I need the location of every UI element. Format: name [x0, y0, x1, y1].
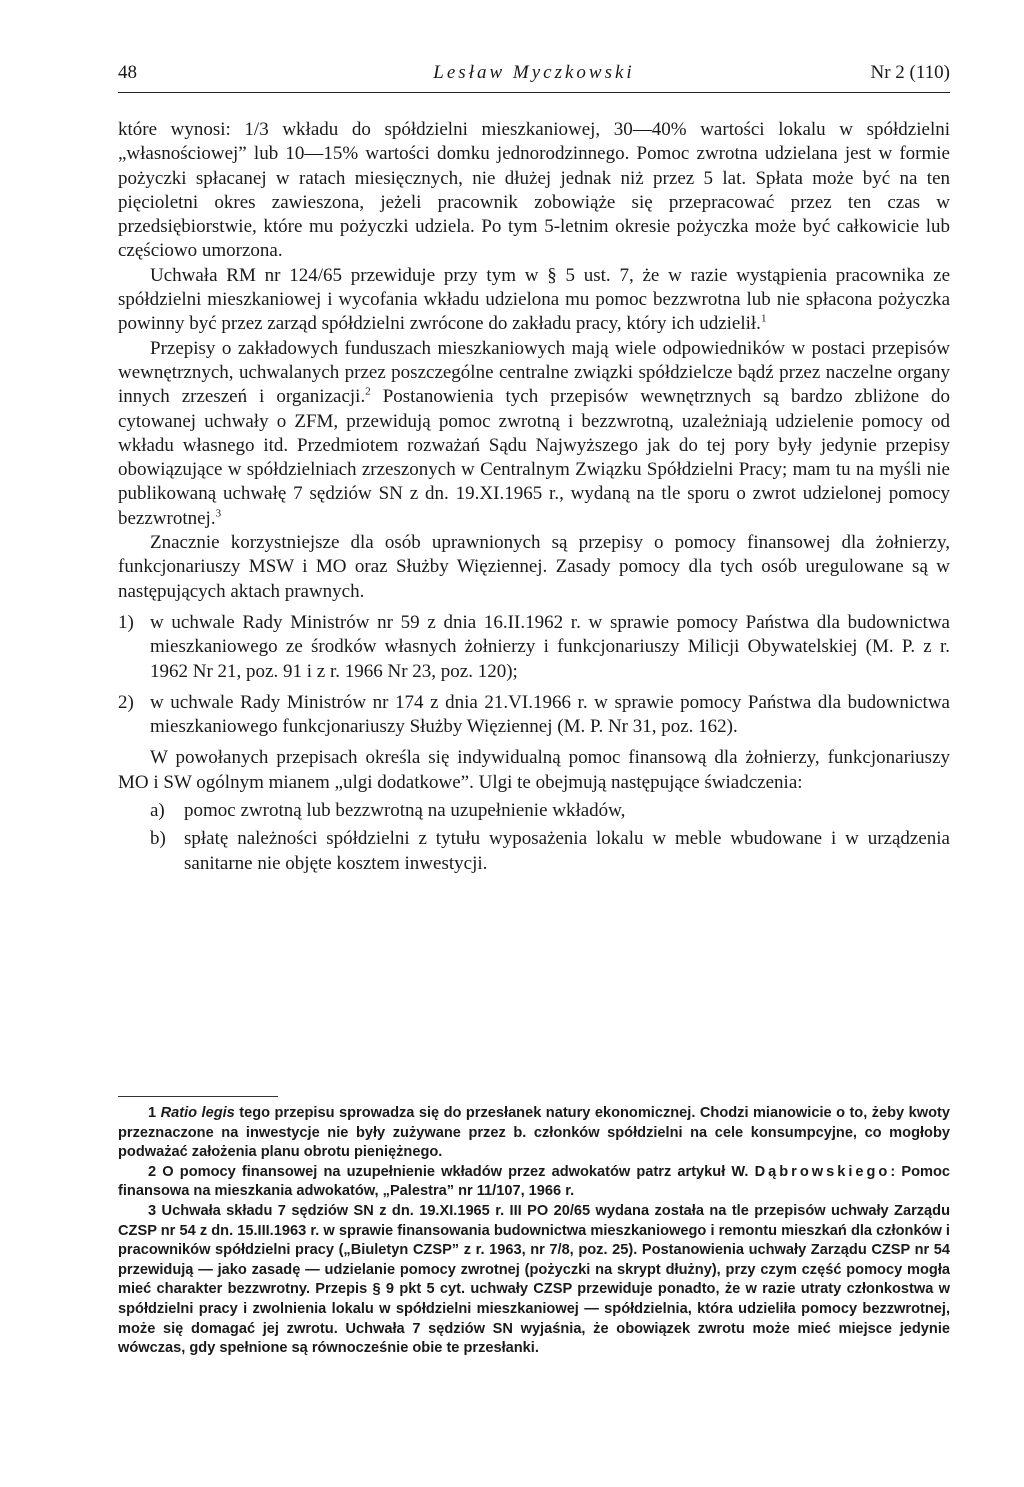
- paragraph-3: [118, 337, 950, 531]
- sublist-item-text: pomoc zwrotną lub bezzwrotną na uzupełnienie wkładów,: [184, 800, 626, 822]
- footnote-ref-1[interactable]: 1: [760, 313, 767, 326]
- footnote-2: [118, 1163, 950, 1202]
- footnote-3: [118, 1202, 950, 1359]
- sublist-item-letter: b): [150, 828, 166, 850]
- footnote-3-number: 3: [148, 1202, 157, 1219]
- footnote-2-text-b: : Pomoc finansowa na mieszkania adwokatów, „Palestra” nr 11/107, 1966 r.: [118, 1163, 950, 1200]
- paragraph-2: [118, 264, 950, 337]
- sublist-item: [118, 827, 950, 876]
- list-item: [118, 691, 950, 740]
- page-number: 48: [118, 62, 137, 83]
- list-item: [118, 611, 950, 684]
- paragraph-5: W powołanych przepisach określa się indywidualną pomoc finansową dla żołnierzy, funkcjonariuszy MO i SW ogólnym mianem „ulgi dodatkowe”. Ulgi te obejmują następujące świadczenia:: [118, 747, 950, 793]
- running-header: [118, 58, 950, 90]
- list-item-text: w uchwale Rady Ministrów nr 174 z dnia 21.VI.1966 r. w sprawie pomocy Państwa dla budownictwa mieszkaniowego funkcjonariuszy Służby Więziennej (M. P. Nr 31, poz. 162).: [150, 691, 950, 738]
- footnote-1-latin: Ratio legis: [160, 1105, 235, 1121]
- footnote-2-author: Dąbrowskiego: [754, 1163, 891, 1180]
- main-text: [118, 118, 950, 876]
- footnote-1-text: tego przepisu sprowadza się do przesłanek natury ekonomicznej. Chodzi mianowicie o to, żeby kwoty przeznaczone na inwestycje nie były zużywane przez b. członków spółdzielni na cele konsumpcyjne, co mogłoby podważać założenia planu obrotu pieniężnego.: [118, 1105, 950, 1161]
- footnotes: [118, 1104, 950, 1359]
- paragraph-3-text-b: Postanowienia tych przepisów wewnętrznych są bardzo zbliżone do cytowanej uchwały o ZFM, przewidują pomoc zwrotną i bezzwrotną, uzależniają udzielenie pomocy od wkładu własnego itd. Przedmiotem rozważań Sądu Najwyższego jak do tej pory były jedynie przepisy obowiązujące w spółdzielniach zrzeszonych w Centralnym Związku Spółdzielni Pracy; mam tu na myśli nie publikowaną uchwałę 7 sędziów SN z dn. 19.XI.1965 r., wydaną na tle sporu o zwrot udzielonej pomocy bezzwrotnej.: [118, 386, 951, 529]
- footnote-2-number: 2: [148, 1163, 157, 1180]
- footnote-ref-2[interactable]: 2: [365, 385, 371, 398]
- list-item-text: w uchwale Rady Ministrów nr 59 z dnia 16.II.1962 r. w sprawie pomocy Państwa dla budownictwa mieszkaniowego ze środków własnych żołnierzy i funkcjonariuszy Milicji Obywatelskiej (M. P. z r. 1962 Nr 21, poz. 91 i z r. 1966 Nr 23, poz. 120);: [150, 611, 950, 682]
- list-item-number: 2): [118, 691, 134, 713]
- paragraph-2-text: Uchwała RM nr 124/65 przewiduje przy tym w § 5 ust. 7, że w razie wystąpienia pracownika ze spółdzielni mieszkaniowej i wycofania wkładu udzielona mu pomoc bezzwrotna lub nie spłacona pożyczka powinny być przez zarząd spółdzielni zwrócone do zakładu pracy, który ich udzielił.: [118, 264, 950, 335]
- paragraph-1: które wynosi: 1/3 wkładu do spółdzielni mieszkaniowej, 30—40% wartości lokalu w spółdzielni „własnościowej” lub 10—15% wartości domku jednorodzinnego. Pomoc zwrotna udzielana jest w formie pożyczki spłacanej w ratach miesięcznych, nie dłużej jednak niż przez 5 lat. Spłata może być na ten pięcioletni okres zawieszona, jeżeli pracownik zobowiąże się przepracować przez ten czas w przedsiębiorstwie, które mu pożyczki udziela. Po tym 5-letnim okresie pożyczka może być całkowicie lub częściowo umorzona.: [118, 119, 950, 262]
- sublist-item-letter: a): [150, 800, 165, 822]
- list-item-number: 1): [118, 611, 134, 633]
- footnote-1-number: 1: [148, 1105, 157, 1121]
- sublist-item-text: spłatę należności spółdzielni z tytułu wyposażenia lokalu w meble wbudowane i w urządzenia sanitarne nie objęte kosztem inwestycji.: [184, 828, 950, 874]
- footnote-ref-3[interactable]: 3: [215, 507, 222, 520]
- footnote-rule: [118, 1096, 278, 1097]
- paragraph-4: Znacznie korzystniejsze dla osób uprawnionych są przepisy o pomocy finansowej dla żołnierzy, funkcjonariuszy MSW i MO oraz Służby Więziennej. Zasady pomocy dla tych osób uregulowane są w następujących aktach prawnych.: [118, 532, 950, 602]
- issue-number: Nr 2 (110): [870, 62, 950, 83]
- running-author: Lesław Myczkowski: [433, 62, 635, 83]
- footnote-2-text-a: O pomocy finansowej na uzupełnienie wkładów przez adwokatów patrz artykuł W.: [156, 1163, 755, 1180]
- sublist-item: [118, 799, 950, 823]
- header-rule: [118, 92, 950, 93]
- paragraph-3-text-a: Przepisy o zakładowych funduszach mieszkaniowych mają wiele odpowiedników w postaci przepisów wewnętrznych, uchwalanych przez poszczególne centralne związki spółdzielcze bądź przez naczelne organy innych zrzeszeń i organizacji.: [118, 337, 950, 408]
- footnote-3-text: Uchwała składu 7 sędziów SN z dn. 19.XI.1965 r. III PO 20/65 wydana została na tle przepisów uchwały Zarządu CZSP nr 54 z dn. 15.III.1963 r. w sprawie finansowania budownictwa mieszkaniowego i remontu mieszkań dla członków i pracowników spółdzielni pracy („Biuletyn CZSP” z r. 1963, nr 7/8, poz. 25). Postanowienia uchwały Zarządu CZSP nr 54 przewidują — jako zasadę — udzielanie pomocy zwrotnej (pożyczki na skrypt dłużny), przy czym część pomocy mogła mieć charakter bezzwrotny. Przepis § 9 pkt 5 cyt. uchwały CZSP przewiduje ponadto, że w razie utraty członkostwa w spółdzielni pracy i zwolnienia lokalu w spółdzielni mieszkaniowej — spółdzielnia, która udzieliła pomocy bezzwrotnej, może się domagać jej zwrotu. Uchwała 7 sędziów SN wyjaśnia, że obowiązek zwrotu może mieć miejsce jedynie wówczas, gdy spełnione są równocześnie obie te przesłanki.: [118, 1202, 950, 1357]
- footnote-1: [118, 1104, 950, 1163]
